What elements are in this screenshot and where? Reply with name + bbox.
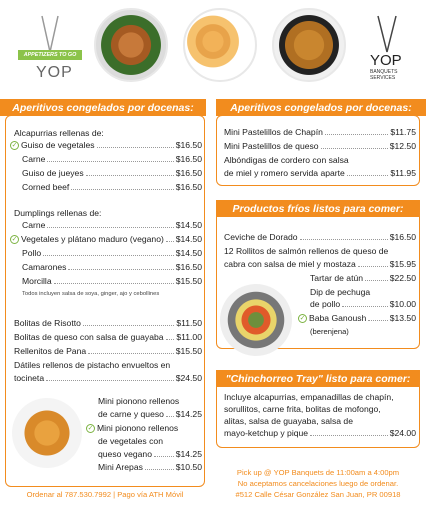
- fried-snacks-photo: [272, 8, 346, 82]
- menu-item: Camarones $16.50: [22, 262, 202, 272]
- menu-item: Bolitas de Risotto $11.50: [14, 318, 202, 328]
- menu-item: mayo-ketchup y pique $24.00: [224, 428, 416, 438]
- menu-item: Mini Pastelillos de queso $12.50: [224, 141, 416, 151]
- menu-item: Mini Arepas $10.50: [98, 462, 202, 472]
- menu-item: Tartar de atún $22.50: [310, 273, 416, 283]
- vegan-check-icon: ✓: [11, 236, 18, 244]
- menu-item: Bolitas de queso con salsa de guayaba $11.00: [14, 332, 202, 342]
- menu-item: ✓ Guiso de vegetales $16.50: [11, 140, 202, 151]
- menu-item: Corned beef $16.50: [22, 182, 202, 192]
- alcapurrias-title: Alcapurrias rellenas de:: [14, 128, 104, 138]
- right-logo-brand: YOP: [370, 52, 402, 69]
- dumplings-title: Dumplings rellenas de:: [14, 208, 102, 218]
- rollitos-line1: 12 Rollitos de salmón rellenos de queso de: [224, 246, 389, 256]
- pickup-line1: Pick up @ YOP Banquets de 11:00am a 4:00pm: [236, 468, 400, 477]
- pionono-photo: [12, 398, 82, 468]
- menu-item: Morcilla $15.50: [22, 276, 202, 286]
- menu-item: cabra con salsa de miel y mostaza $15.95: [224, 259, 416, 269]
- pickup-address: #512 Calle César González San Juan, PR 00918: [235, 490, 401, 499]
- appetizers-logo: [14, 12, 86, 84]
- pickup-line2: No aceptamos cancelaciones luego de ordenar.: [237, 479, 399, 488]
- order-phone: Ordenar al 787.530.7992 | Pago vía ATH Móvil: [26, 490, 184, 499]
- dip-line1: Dip de pechuga: [310, 287, 371, 297]
- pionono2-line1: ✓ Mini pionono rellenos: [87, 423, 179, 433]
- menu-item: Carne $14.50: [22, 220, 202, 230]
- menu-item: Ceviche de Dorado $16.50: [224, 232, 416, 242]
- menu-item: Pollo $14.50: [22, 248, 202, 258]
- logo-tagline: APPETIZERS TO GO: [23, 52, 77, 58]
- menu-item: de pollo $10.00: [310, 299, 416, 309]
- logo-brand: YOP: [36, 64, 73, 81]
- frios-section-title: Productos fríos listos para comer:: [216, 200, 420, 217]
- pionono2-line2: de vegetales con: [98, 436, 163, 446]
- yop-banquets-logo: [356, 12, 418, 84]
- datiles-line1: Dátiles rellenos de pistacho envueltos en: [14, 360, 171, 370]
- vegan-check-icon: ✓: [87, 425, 94, 433]
- right-section-title: Aperitivos congelados por docenas:: [216, 99, 426, 116]
- menu-item: ✓ Baba Ganoush $13.50: [299, 313, 416, 324]
- tray-line1: Incluye alcapurrias, empanadillas de chapín,: [224, 392, 394, 402]
- menu-item: Carne $16.50: [22, 154, 202, 164]
- menu-item: de miel y romero servida aparte $11.95: [224, 168, 416, 178]
- baba-note: (berenjena): [310, 327, 349, 336]
- menu-item: queso vegano $14.25: [98, 449, 202, 459]
- vegan-check-icon: ✓: [11, 142, 18, 150]
- tray-line3: alitas, salsa de guayaba, salsa de: [224, 416, 353, 426]
- tray-section-title: "Chinchorreo Tray" listo para comer:: [216, 370, 420, 387]
- tray-line2: sorullitos, carne frita, bolitas de mofongo,: [224, 404, 381, 414]
- right-logo-sub: BANQUETS SERVICES: [370, 69, 398, 81]
- alcapurrias-photo: [94, 8, 168, 82]
- vegan-check-icon: ✓: [299, 315, 306, 323]
- left-section-title: Aperitivos congelados por docenas:: [0, 99, 206, 116]
- menu-item: tocineta $24.50: [14, 373, 202, 383]
- menu-item: Rellenitos de Pana $15.50: [14, 346, 202, 356]
- dip-platter-photo: [220, 284, 292, 356]
- menu-item: Guiso de jueyes $16.50: [22, 168, 202, 178]
- menu-item: Mini Pastelillos de Chapín $11.75: [224, 127, 416, 137]
- albondigas-line1: Albóndigas de cordero con salsa: [224, 155, 349, 165]
- menu-item: de carne y queso $14.25: [98, 409, 202, 419]
- pionono1-line1: Mini pionono rellenos: [98, 396, 180, 406]
- menu-item: ✓ Vegetales y plátano maduro (vegano) $14.50: [11, 234, 202, 245]
- cheese-balls-photo: [183, 8, 257, 82]
- dumplings-note: Todos incluyen salsa de soya, ginger, ajo y cebollines: [22, 291, 160, 297]
